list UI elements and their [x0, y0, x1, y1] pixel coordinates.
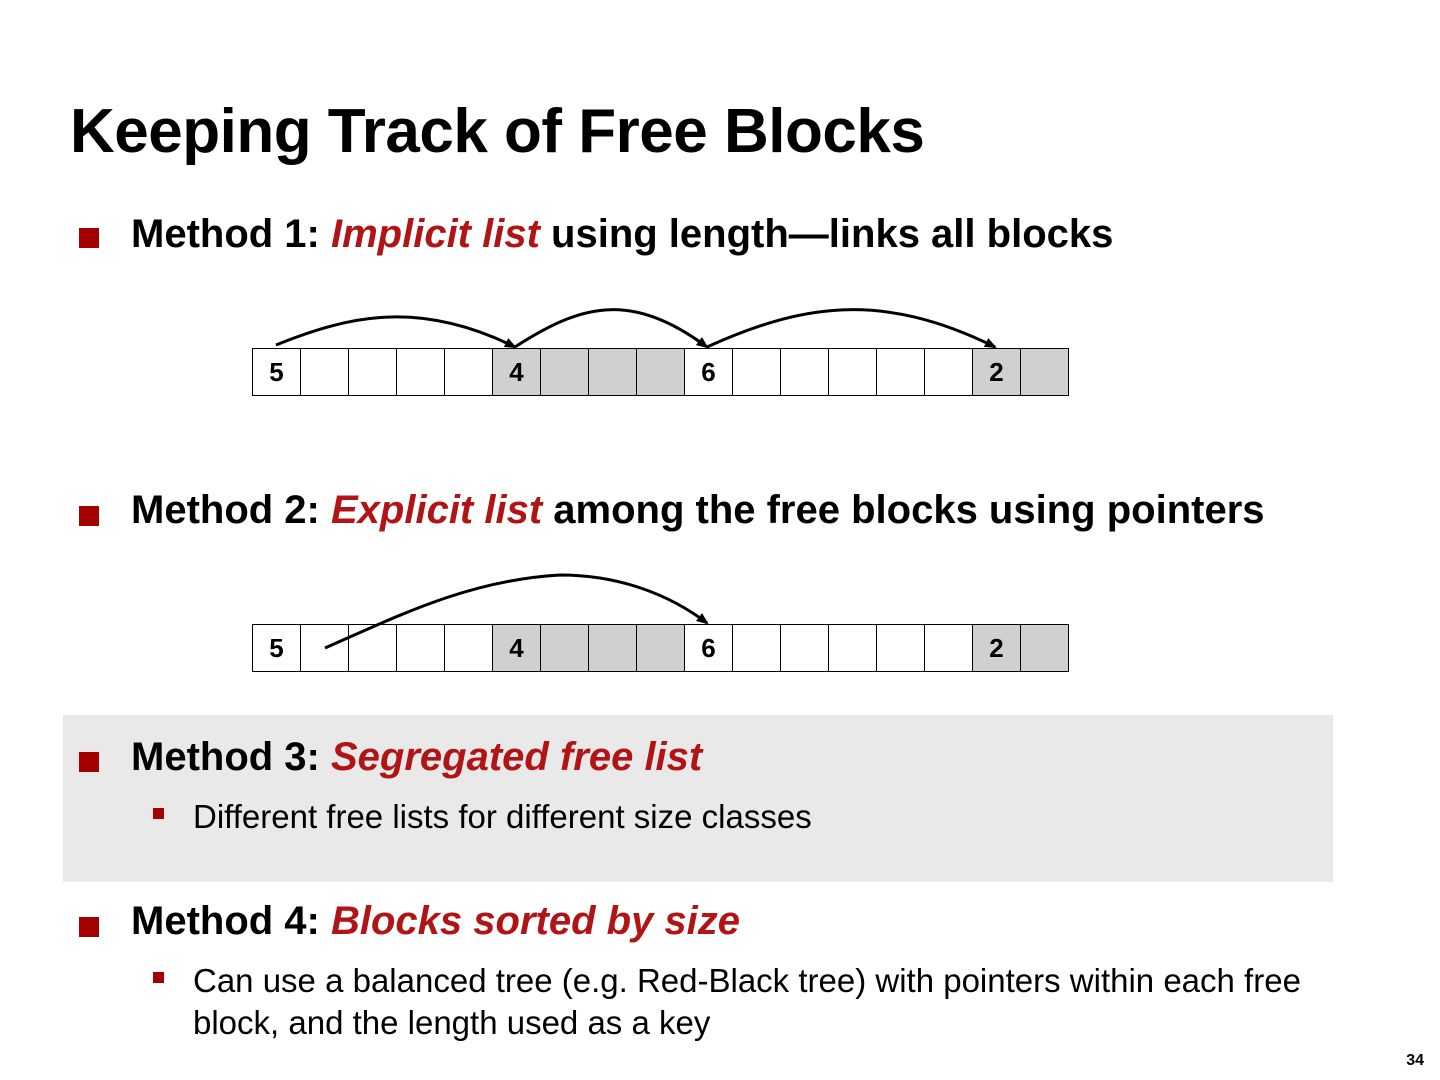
page-number: 34	[1406, 1052, 1424, 1069]
method-label: Method 4:	[131, 899, 331, 943]
heap-word-cell: 4	[493, 624, 541, 672]
method-label: Method 2:	[131, 488, 331, 532]
heap-word-cell: 2	[973, 624, 1021, 672]
heap-word-cell	[301, 348, 349, 396]
method-3-detail: Different free lists for different size classes	[193, 798, 812, 835]
heap-word-cell	[781, 348, 829, 396]
heap-word-cell: 4	[493, 348, 541, 396]
bullet-square-icon	[79, 917, 99, 937]
heap-word-cell	[829, 624, 877, 672]
heap-word-cell: 6	[685, 624, 733, 672]
sub-bullet-icon	[153, 808, 164, 819]
heap-word-cell	[637, 624, 685, 672]
heap-word-cell	[877, 624, 925, 672]
heap-word-cell	[301, 624, 349, 672]
heap-word-cell	[349, 624, 397, 672]
heap-word-cell	[829, 348, 877, 396]
heap-word-cell	[445, 348, 493, 396]
heap-word-cell	[541, 624, 589, 672]
explicit-list-blocks	[252, 624, 1069, 672]
heap-word-cell	[589, 624, 637, 672]
slide-title: Keeping Track of Free Blocks	[70, 97, 925, 166]
method-description: using length—links all blocks	[539, 212, 1114, 256]
heap-word-cell	[637, 348, 685, 396]
implicit-link-3	[707, 310, 995, 347]
method-name: Implicit list	[330, 212, 540, 256]
bullet-square-icon	[79, 506, 99, 526]
method-name: Blocks sorted by size	[330, 899, 741, 943]
heap-word-cell: 6	[685, 348, 733, 396]
method-name: Explicit list	[330, 488, 543, 532]
heap-word-cell: 2	[973, 348, 1021, 396]
method-label: Method 1:	[131, 212, 331, 256]
heap-word-cell	[733, 624, 781, 672]
method-3-text	[131, 735, 702, 780]
heap-word-cell	[397, 348, 445, 396]
sub-bullet-icon	[153, 972, 164, 983]
heap-word-cell	[589, 348, 637, 396]
heap-word-cell	[781, 624, 829, 672]
method-4-text	[131, 899, 740, 944]
heap-word-cell	[349, 348, 397, 396]
method-2-text	[131, 488, 1265, 533]
method-name: Segregated free list	[330, 735, 703, 779]
heap-word-cell	[397, 624, 445, 672]
heap-word-cell	[1021, 348, 1069, 396]
method-4-detail: Can use a balanced tree (e.g. Red-Black tree) with pointers within each free block, and the length used as a key	[193, 962, 1301, 1041]
heap-word-cell	[1021, 624, 1069, 672]
heap-word-cell: 5	[253, 348, 301, 396]
heap-word-cell	[925, 624, 973, 672]
heap-word-cell	[925, 348, 973, 396]
implicit-list-blocks	[252, 348, 1069, 396]
heap-word-cell	[733, 348, 781, 396]
bullet-square-icon	[79, 752, 99, 772]
heap-word-cell	[877, 348, 925, 396]
method-label: Method 3:	[131, 735, 331, 779]
method-description: among the free blocks using pointers	[542, 488, 1265, 532]
implicit-link-2	[515, 310, 707, 347]
heap-word-cell: 5	[253, 624, 301, 672]
implicit-link-1	[276, 317, 515, 347]
heap-word-cell	[541, 348, 589, 396]
heap-word-cell	[445, 624, 493, 672]
